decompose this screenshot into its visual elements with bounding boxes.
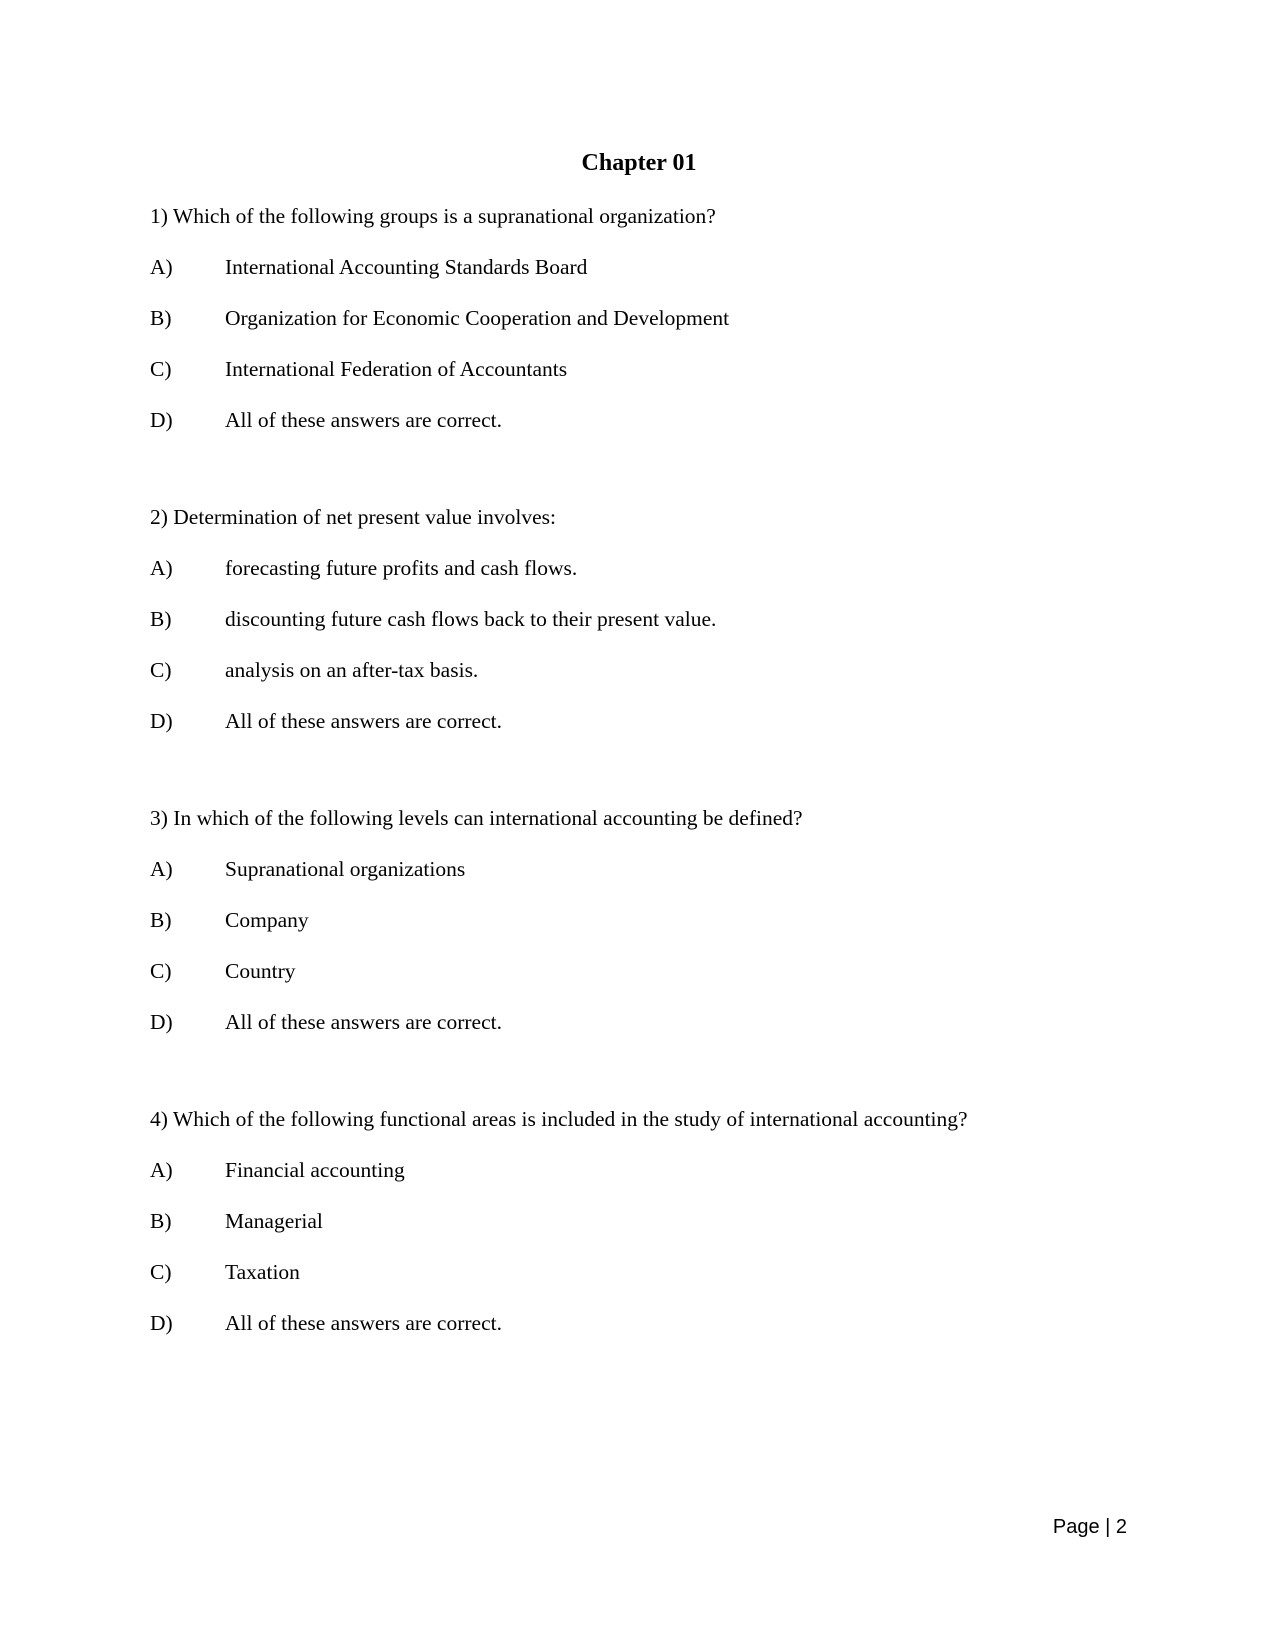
option-text: Country (225, 959, 296, 983)
option-letter: D) (150, 408, 173, 432)
question-1 (150, 203, 1150, 433)
option-text: analysis on an after-tax basis. (225, 658, 479, 682)
question-text: 3) In which of the following levels can international accounting be defined? (150, 806, 803, 830)
option-c (150, 356, 1150, 382)
option-b (150, 305, 1150, 331)
option-d (150, 708, 1150, 734)
question-text: 1) Which of the following groups is a supranational organization? (150, 204, 716, 228)
option-text: Supranational organizations (225, 857, 466, 881)
option-letter: C) (150, 357, 172, 381)
option-letter: B) (150, 1209, 172, 1233)
option-text: All of these answers are correct. (225, 709, 502, 733)
option-text: Managerial (225, 1209, 323, 1233)
option-a (150, 555, 1150, 581)
option-letter: D) (150, 709, 173, 733)
option-text: All of these answers are correct. (225, 1311, 502, 1335)
option-a (150, 1157, 1150, 1183)
chapter-title: Chapter 01 (581, 150, 697, 176)
option-d (150, 407, 1150, 433)
option-b (150, 606, 1150, 632)
option-letter: A) (150, 255, 173, 279)
option-letter: B) (150, 306, 172, 330)
option-letter: C) (150, 658, 172, 682)
option-text: Financial accounting (225, 1158, 405, 1182)
option-b (150, 907, 1150, 933)
option-text: discounting future cash flows back to their present value. (225, 607, 717, 631)
option-letter: B) (150, 607, 172, 631)
option-a (150, 856, 1150, 882)
option-text: International Accounting Standards Board (225, 255, 588, 279)
option-letter: D) (150, 1010, 173, 1034)
option-c (150, 958, 1150, 984)
option-text: Organization for Economic Cooperation and Development (225, 306, 730, 330)
option-a (150, 254, 1150, 280)
page-number: Page | 2 (1052, 1516, 1127, 1538)
option-letter: A) (150, 1158, 173, 1182)
option-text: forecasting future profits and cash flows. (225, 556, 578, 580)
option-letter: A) (150, 556, 173, 580)
option-text: All of these answers are correct. (225, 1010, 502, 1034)
option-d (150, 1009, 1150, 1035)
option-text: All of these answers are correct. (225, 408, 502, 432)
option-d (150, 1310, 1150, 1336)
option-c (150, 657, 1150, 683)
option-letter: C) (150, 1260, 172, 1284)
question-text: 4) Which of the following functional areas is included in the study of international accounting? (150, 1107, 968, 1131)
option-letter: A) (150, 857, 173, 881)
option-text: Taxation (225, 1260, 300, 1284)
option-text: Company (225, 908, 309, 932)
option-letter: C) (150, 959, 172, 983)
option-c (150, 1259, 1150, 1285)
question-3 (150, 805, 1150, 1035)
question-2 (150, 504, 1150, 734)
question-text: 2) Determination of net present value involves: (150, 505, 556, 529)
option-b (150, 1208, 1150, 1234)
option-letter: D) (150, 1311, 173, 1335)
question-4 (150, 1106, 1150, 1336)
option-letter: B) (150, 908, 172, 932)
option-text: International Federation of Accountants (225, 357, 568, 381)
